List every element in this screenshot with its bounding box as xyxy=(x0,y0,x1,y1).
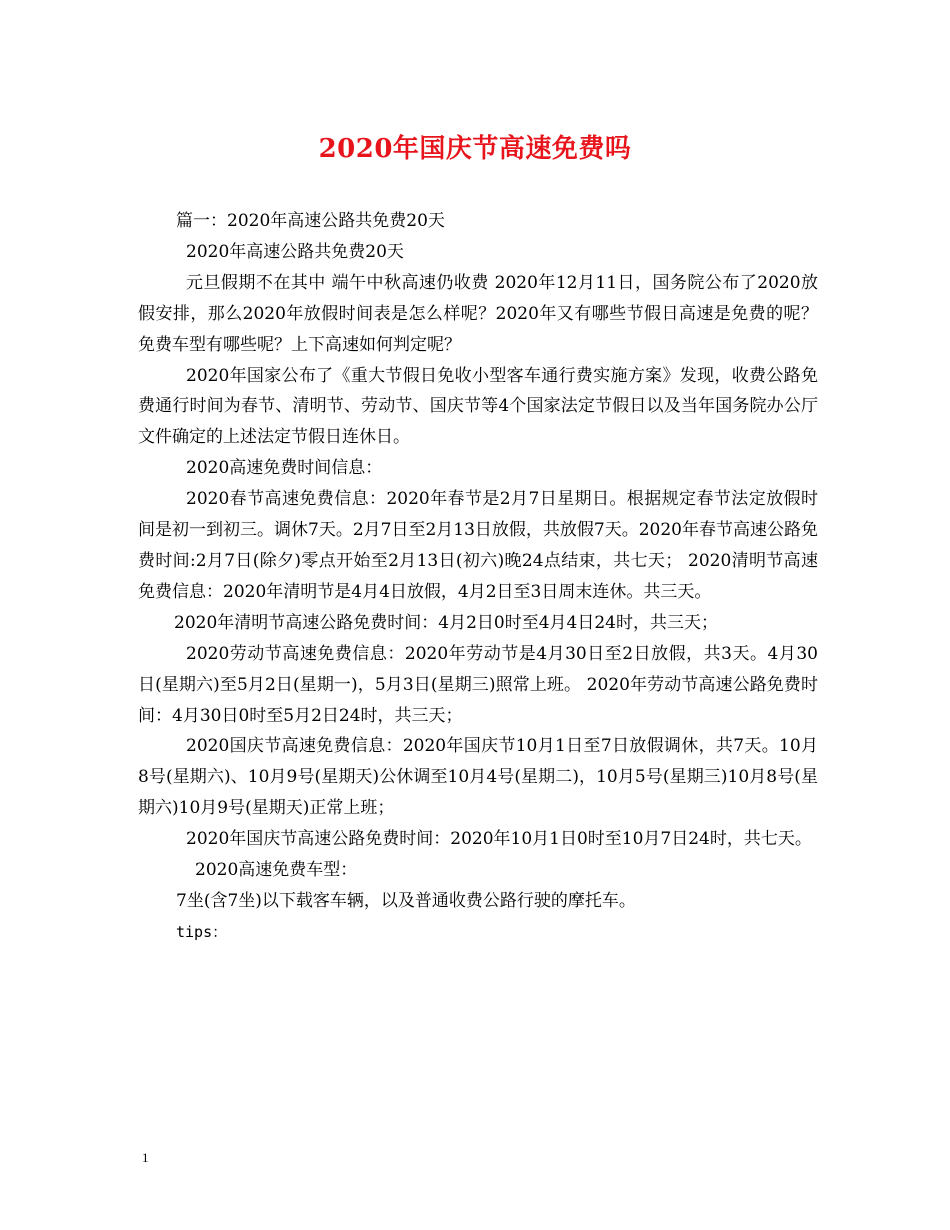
paragraph-national-day-free-time: 2020年国庆节高速公路免费时间：2020年10月1日0时至10月7日24时，共七天。 xyxy=(186,829,812,850)
paragraph-policy: 2020年国家公布了《重大节假日免收小型客车通行费实施方案》发现，收费公路免费通行时间为春节、清明节、劳动节、国庆节等4个国家法定节假日以及当年国务院办公厅文件确定的上述法定节假日连休日。 xyxy=(138,365,818,448)
page-number: 1 xyxy=(142,1150,149,1165)
paragraph-intro: 元旦假期不在其中 端午中秋高速仍收费 2020年12月11日，国务院公布了2020放假安排，那么2020年放假时间表是怎么样呢？2020年又有哪些节假日高速是免费的呢？免费车型有哪些呢？上下高速如何判定呢？ xyxy=(138,272,818,355)
document-title: 2020年国庆节高速免费吗 xyxy=(318,134,632,164)
paragraph-national-day: 2020国庆节高速免费信息：2020年国庆节10月1日至7日放假调休，共7天。10月8号(星期六)、10月9号(星期天)公休调至10月4号(星期二)，10月5号(星期三)10月8号(星期六)10月9号(星期天)正常上班； xyxy=(138,736,818,819)
paragraph-free-time-heading: 2020高速免费时间信息： xyxy=(186,458,383,479)
paragraph-qingming: 2020年清明节高速公路免费时间：4月2日0时至4月4日24时，共三天； xyxy=(174,612,718,633)
paragraph-tips: tips： xyxy=(176,922,228,941)
paragraph-vehicle-type: 7坐(含7坐)以下载客车辆，以及普通收费公路行驶的摩托车。 xyxy=(176,890,636,911)
paragraph-spring-festival: 2020春节高速免费信息：2020年春节是2月7日星期日。根据规定春节法定放假时间是初一到初三。调休7天。2月7日至2月13日放假，共放假7天。2020年春节高速公路免费时间:2月7日(除夕)零点开始至2月13日(初六)晚24点结束，共七天； 2020清明节高速免费信息：2020年清明节是4月4日放假，4月2日至3日周末连休。共三天。 xyxy=(138,489,818,602)
paragraph-vehicle-type-heading: 2020高速免费车型： xyxy=(195,860,358,881)
paragraph-subtitle: 2020年高速公路共免费20天 xyxy=(186,241,404,262)
paragraph-labor-day: 2020劳动节高速免费信息：2020年劳动节是4月30日至2日放假，共3天。4月30日(星期六)至5月2日(星期一)，5月3日(星期三)照常上班。 2020年劳动节高速公路免费时间：4月30日0时至5月2日24时，共三天； xyxy=(138,643,818,726)
document-body xyxy=(138,206,818,948)
paragraph-section-heading: 篇一：2020年高速公路共免费20天 xyxy=(176,211,445,231)
